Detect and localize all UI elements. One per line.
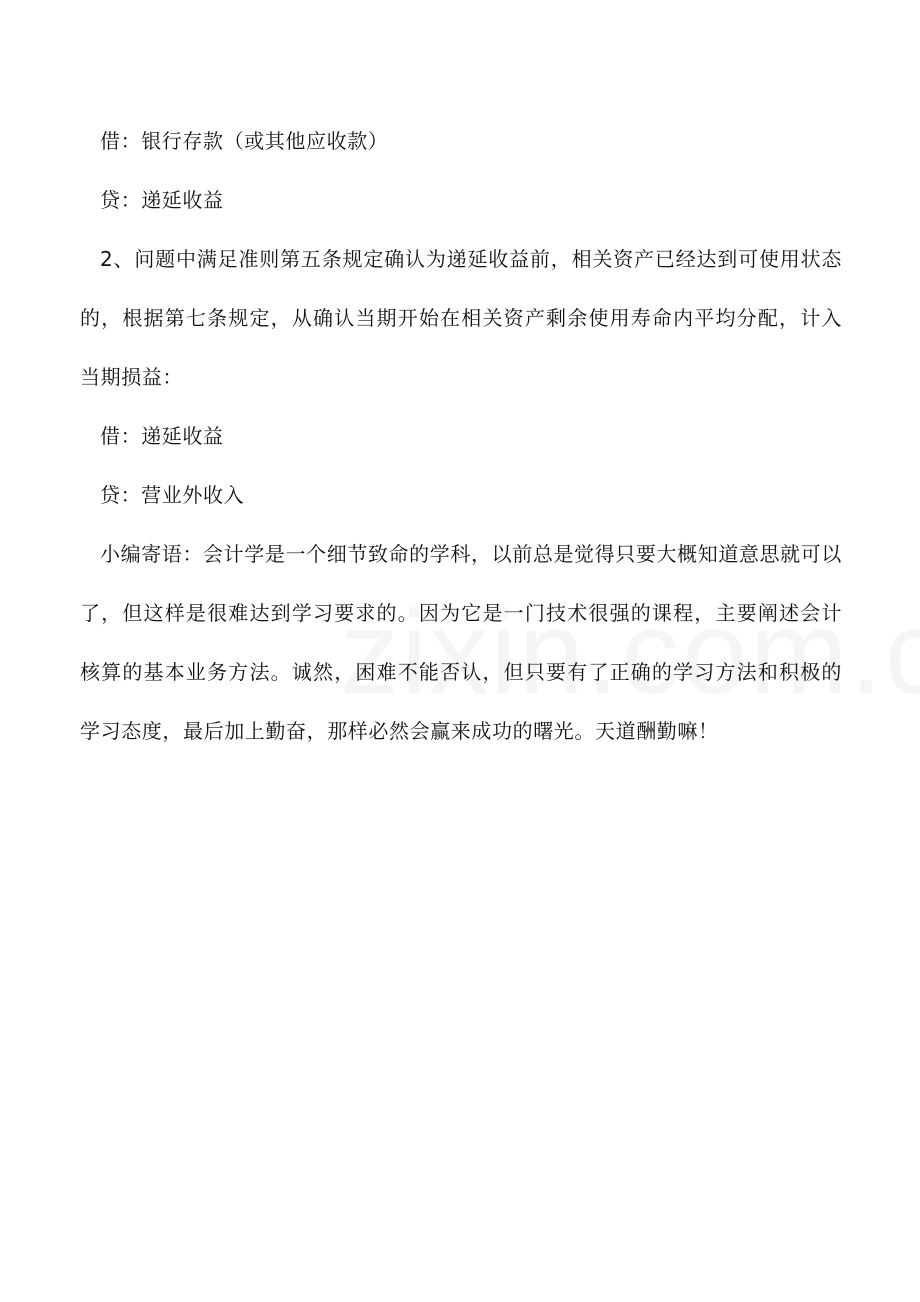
editor-note-paragraph: 小编寄语：会计学是一个细节致命的学科，以前总是觉得只要大概知道意思就可以了，但这样是很难达到学习要求的。因为它是一门技术很强的课程，主要阐述会计核算的基本业务方法。诚然，困难不能否认，但只要有了正确的学习方法和积极的学习态度，最后加上勤奋，那样必然会赢来成功的曙光。天道酬勤嘛！ bbox=[80, 542, 842, 743]
explanation-paragraph: 2、问题中满足准则第五条规定确认为递延收益前，相关资产已经达到可使用状态的，根据第七条规定，从确认当期开始在相关资产剩余使用寿命内平均分配，计入当期损益： bbox=[80, 247, 842, 389]
journal-entry-debit-2: 借：递延收益 bbox=[100, 424, 224, 448]
journal-entry-debit-1: 借：银行存款（或其他应收款） bbox=[100, 129, 389, 153]
document-body bbox=[80, 112, 842, 761]
journal-entry-credit-1: 贷：递延收益 bbox=[100, 188, 224, 212]
journal-entry-credit-2: 贷：营业外收入 bbox=[100, 483, 245, 507]
